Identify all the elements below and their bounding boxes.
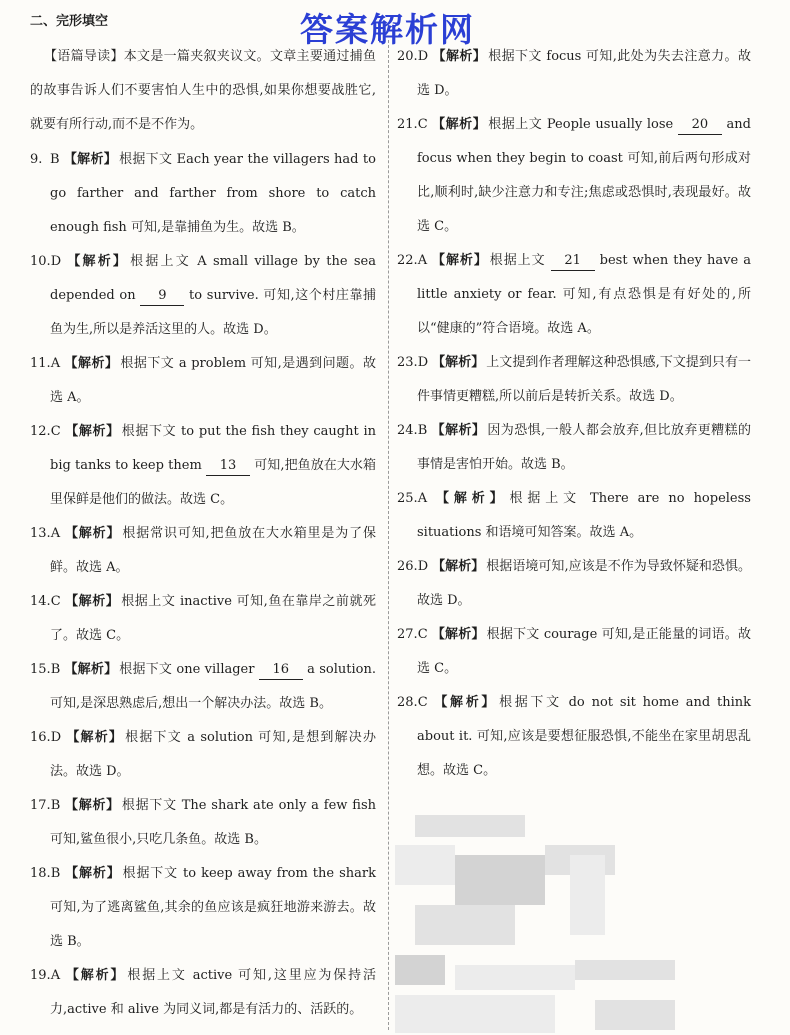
blur-block [455,965,575,990]
analysis-text: 根据常识可知,把鱼放在大水箱里是为了保鲜。故选 A。 [50,526,376,575]
analysis-text: 根据下文 focus 可知,此处为失去注意力。故选 D。 [417,49,751,98]
analysis-tag: 【解析】 [65,730,124,745]
answer-letter: B [50,662,61,677]
answer-item [30,245,376,347]
analysis-tag: 【解析】 [431,695,498,710]
question-number: 25. [397,491,418,506]
answer-item [30,653,376,721]
analysis-text: 根据下文 do not sit home and think about it. 可知,应该是要想征服恐惧,不能坐在家里胡思乱想。故选 C。 [417,695,751,778]
analysis-text: 根据下文 a problem 可知,是遇到问题。故选 A。 [50,356,376,405]
section-title: 二、完形填空 [30,14,109,29]
question-number: 16. [30,730,51,745]
blur-block [595,1000,675,1030]
analysis-text: 根据上文 There are no hopeless situations 和语境可知答案。故选 A。 [417,491,751,540]
left-column [30,40,376,1027]
answer-item [397,686,751,788]
answer-letter: C [417,695,428,710]
question-number: 22. [397,253,418,268]
answer-item [397,108,751,244]
question-number: 14. [30,594,51,609]
right-answer-list [397,40,751,788]
answer-item [30,143,376,245]
answer-item [30,857,376,959]
answer-letter: B [50,798,61,813]
question-number: 18. [30,866,51,881]
answer-item [397,550,751,618]
analysis-tag: 【解析】 [64,798,120,813]
answer-letter: D [50,730,62,745]
question-number: 20. [397,49,418,64]
analysis-text-continued: best when they have a little anxiety or fear. 可知,有点恐惧是有好处的,所以“健康的”符合语境。故选 A。 [417,253,751,336]
analysis-tag: 【解析】 [64,594,120,609]
answer-item [30,415,376,517]
analysis-text: 根据下文 to put the fish they caught in big tanks to keep them [50,424,376,473]
answer-item [30,789,376,857]
analysis-tag: 【解析】 [64,662,118,677]
left-answer-list [30,143,376,1027]
question-number: 11. [30,356,51,371]
analysis-text-continued: and focus when they begin to coast 可知,前后两句形成对比,顺利时,缺少注意力和专注;焦虑或恐惧时,表现最好。故选 C。 [417,117,751,234]
answer-letter: A [417,491,428,506]
analysis-text: 根据下文 courage 可知,是正能量的词语。故选 C。 [417,627,751,676]
analysis-text-continued: 可知,把鱼放在大水箱里保鲜是他们的做法。故选 C。 [50,458,377,507]
blur-block [415,905,515,945]
blank-number: 20 [678,116,722,135]
blur-block [395,845,455,885]
question-number: 21. [397,117,418,132]
blur-block [570,855,605,935]
answer-item [30,585,376,653]
analysis-text: 根据语境可知,应该是不作为导致怀疑和恐惧。故选 D。 [417,559,751,608]
answer-item [397,414,751,482]
blur-block [395,955,445,985]
answer-item [397,346,751,414]
blank-number: 21 [551,252,595,271]
question-number: 13. [30,526,51,541]
answer-item [397,40,751,108]
answer-item [397,618,751,686]
guide-label: 【语篇导读】 [44,49,124,64]
question-number: 28. [397,695,418,710]
blurred-region [395,785,790,1035]
answer-letter: A [50,356,61,371]
answer-letter: D [417,355,429,370]
answer-letter: A [50,526,61,541]
analysis-text: 根据下文 to keep away from the shark 可知,为了逃离鲨鱼,其余的鱼应该是疯狂地游来游去。故选 B。 [50,866,376,949]
blur-block [575,960,675,980]
answer-letter: A [417,253,428,268]
analysis-text: 根据上文 People usually lose [488,117,674,132]
blur-block [415,815,525,837]
answer-letter: B [417,423,428,438]
analysis-text: 根据上文 active 可知,这里应为保持活力,active 和 alive 为同义词,都是有活力的、活跃的。 [50,968,376,1017]
answer-letter: B [50,152,60,167]
question-number: 23. [397,355,418,370]
blank-number: 13 [206,457,250,476]
question-number: 15. [30,662,51,677]
blur-block [395,995,555,1033]
question-number: 12. [30,424,51,439]
question-number: 10. [30,254,51,269]
analysis-text: 根据上文 [489,253,546,268]
analysis-text-continued: a solution. 可知,是深思熟虑后,想出一个解决办法。故选 B。 [50,662,376,711]
blank-number: 9 [140,287,184,306]
analysis-tag: 【解析】 [431,253,488,268]
analysis-tag: 【解析】 [65,254,129,269]
question-number: 9. [30,152,43,167]
answer-letter: A [50,968,61,983]
answer-item [30,517,376,585]
analysis-text: 根据下文 a solution 可知,是想到解决办法。故选 D。 [50,730,376,779]
analysis-tag: 【解析】 [64,526,121,541]
answer-item [397,244,751,346]
answer-item [30,959,376,1027]
question-number: 24. [397,423,418,438]
question-number: 27. [397,627,418,642]
analysis-text: 根据上文 A small village by the sea depended on [50,254,376,303]
analysis-tag: 【解析】 [64,356,119,371]
analysis-tag: 【解析】 [432,559,485,574]
guide-text: 本文是一篇夹叙夹议文。文章主要通过捕鱼的故事告诉人们不要害怕人生中的恐惧,如果你想要战胜它,就要有所行动,而不是不作为。 [30,49,376,132]
question-number: 19. [30,968,51,983]
right-column [397,40,751,788]
analysis-tag: 【解析】 [431,423,486,438]
analysis-tag: 【解析】 [432,49,487,64]
analysis-tag: 【解析】 [432,355,485,370]
column-divider [388,40,389,1030]
analysis-text: 根据下文 Each year the villagers had to go farther and farther from shore to catch enough fish 可知,是靠捕鱼为生。故选 B。 [50,152,376,235]
analysis-tag: 【解析】 [431,627,485,642]
analysis-text: 因为恐惧,一般人都会放弃,但比放弃更糟糕的事情是害怕开始。故选 B。 [417,423,751,472]
answer-letter: C [417,627,428,642]
analysis-tag: 【解析】 [64,866,121,881]
answer-letter: D [417,559,429,574]
analysis-text: 上文提到作者理解这种恐惧感,下文提到只有一件事情更糟糕,所以前后是转折关系。故选 D。 [417,355,751,404]
answer-letter: C [50,594,61,609]
answer-item [30,721,376,789]
answer-item [30,347,376,415]
answer-letter: C [417,117,428,132]
blur-block [455,855,545,905]
analysis-tag: 【解析】 [431,491,508,506]
answer-letter: D [417,49,429,64]
analysis-tag: 【解析】 [431,117,487,132]
analysis-text: 根据下文 The shark ate only a few fish 可知,鲨鱼很小,只吃几条鱼。故选 B。 [50,798,376,847]
analysis-tag: 【解析】 [64,424,120,439]
answer-letter: D [50,254,62,269]
answer-letter: C [50,424,61,439]
analysis-tag: 【解析】 [63,152,118,167]
question-number: 26. [397,559,418,574]
reading-guide [30,40,376,142]
answer-item [397,482,751,550]
analysis-text-continued: to survive. 可知,这个村庄靠捕鱼为生,所以是养活这里的人。故选 D。 [50,288,377,337]
answer-letter: B [50,866,61,881]
watermark: 答案解析网 [300,10,475,49]
analysis-tag: 【解析】 [64,968,126,983]
blank-number: 16 [259,661,303,680]
question-number: 17. [30,798,51,813]
analysis-text: 根据上文 inactive 可知,鱼在靠岸之前就死了。故选 C。 [50,594,376,643]
analysis-text: 根据下文 one villager [119,662,255,677]
